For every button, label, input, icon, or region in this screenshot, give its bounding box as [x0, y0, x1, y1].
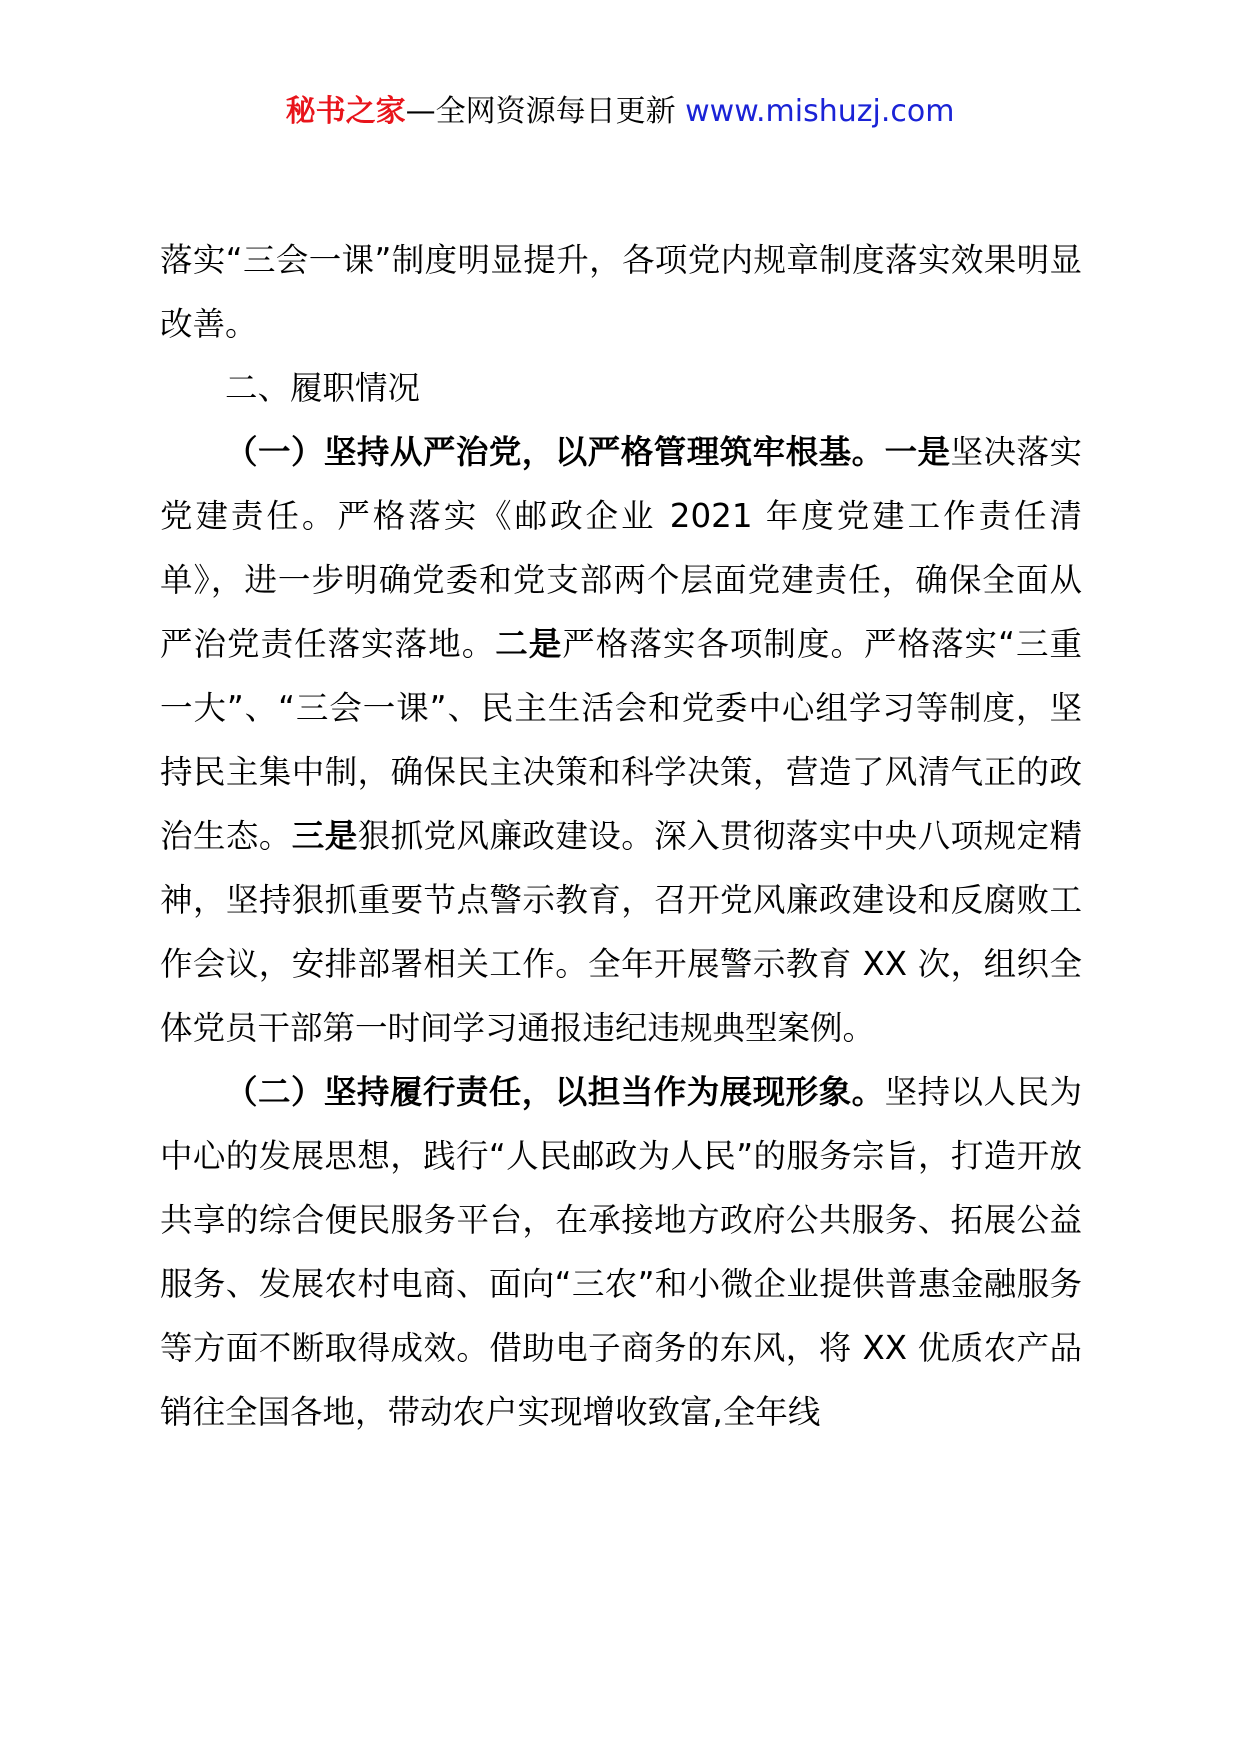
header-slogan: —全网资源每日更新 — [405, 94, 686, 129]
paragraph-text: 坚持以人民为中心的发展思想，践行“人民邮政为人民”的服务宗旨，打造开放共享的综合便民服务平台，在承接地方政府公共服务、拓展公益服务、发展农村电商、面向“三农”和小微企业提供普惠金融服务等方面不断取得成效。借助电子商务的东风，将 XX 优质农产品销往全国各地，带动农户实现增收致富,全年线 — [160, 1073, 1082, 1431]
body-paragraph — [160, 1060, 1082, 1444]
subsection-lead: （一）坚持从严治党，以严格管理筑牢根基。 — [225, 433, 885, 471]
item-text: 坚决落实党建责任。严格落实《邮政企业 2021 年度党建工作责任清单》，进一步明确党委和党支部两个层面党建责任，确保全面从严治党责任落实落地。 — [160, 433, 1082, 663]
body-paragraph: 落实“三会一课”制度明显提升，各项党内规章制度落实效果明显改善。 — [160, 241, 1082, 343]
subsection-lead: （二）坚持履行责任，以担当作为展现形象。 — [225, 1073, 885, 1111]
body-paragraph — [160, 420, 1082, 1060]
site-url-link[interactable]: www.mishuzj.com — [685, 94, 955, 129]
brand-name: 秘书之家 — [285, 94, 406, 129]
item-label: 一是 — [884, 433, 951, 471]
item-text: 严格落实各项制度。严格落实“三重一大”、“三会一课”、民主生活会和党委中心组学习等制度，坚持民主集中制，确保民主决策和科学决策，营造了风清气正的政治生态。 — [160, 625, 1082, 855]
document-body — [160, 228, 1082, 1444]
item-text: 狠抓党风廉政建设。深入贯彻落实中央八项规定精神，坚持狠抓重要节点警示教育，召开党风廉政建设和反腐败工作会议，安排部署相关工作。全年开展警示教育 XX 次，组织全体党员干部第一时间学习通报违纪违规典型案例。 — [160, 817, 1082, 1047]
section-heading: 二、履职情况 — [225, 369, 421, 407]
item-label: 二是 — [495, 625, 563, 663]
site-header — [0, 92, 1240, 132]
item-label: 三是 — [291, 817, 358, 855]
